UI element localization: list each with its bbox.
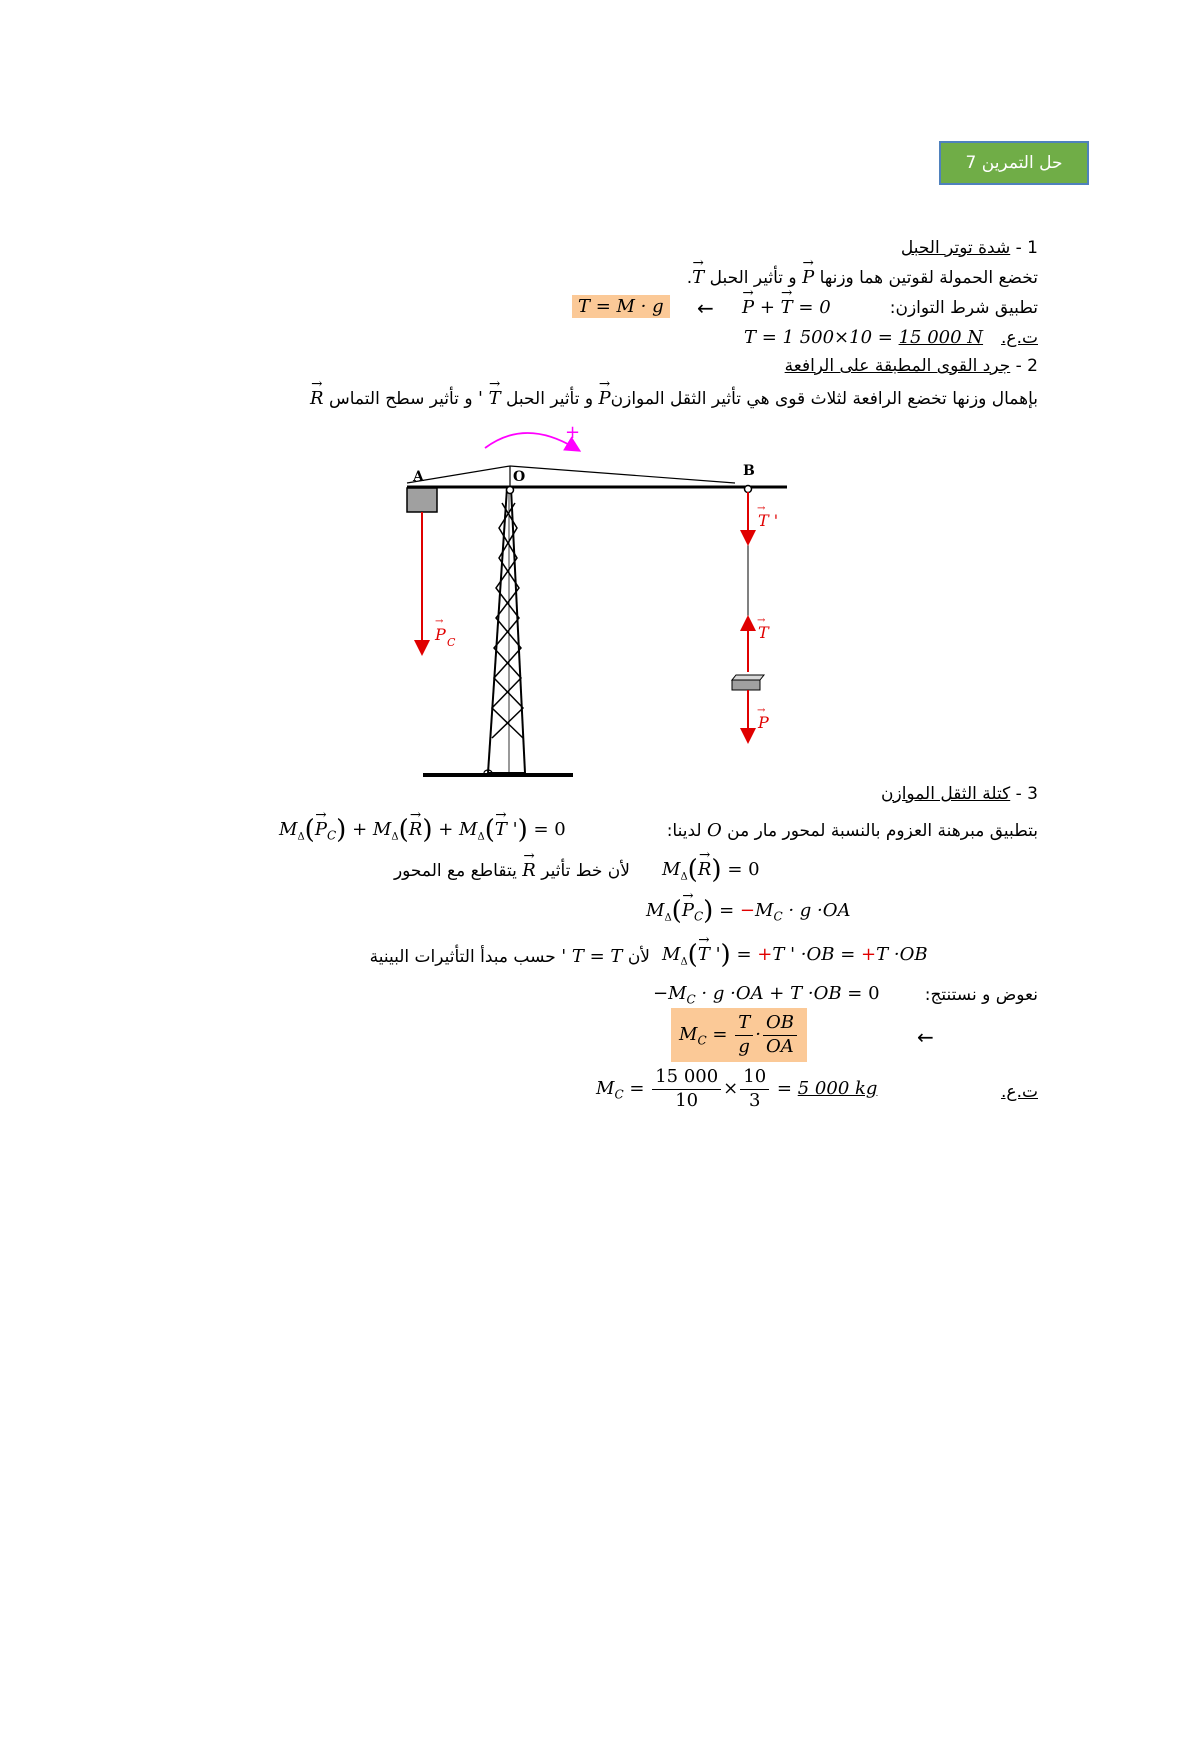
label-A: A	[413, 469, 424, 485]
mass-result: 5 000 kg	[797, 1078, 878, 1099]
text: تخضع الحمولة لقوتين هما وزنها	[819, 268, 1038, 288]
arrow-icon: ←	[917, 1025, 934, 1049]
label-T: T	[758, 623, 769, 642]
section-title: جرد القوى المطبقة على الرافعة	[784, 356, 1011, 376]
calc-result: 15 000 N	[898, 327, 984, 348]
label-P: P	[758, 713, 769, 732]
mass-calc: $M_C$ = $\frac{15 000}{10}$ × $\frac{10}{3}$ = 5 000 kg	[596, 1066, 878, 1111]
label-B: B	[743, 463, 755, 479]
s3-line4-text	[370, 946, 650, 967]
label-Pc-sub: C	[447, 636, 456, 649]
rotation-arrow	[485, 433, 575, 448]
text: بتطبيق مبرهنة العزوم بالنسبة لمحور مار من	[727, 821, 1038, 841]
svg-text:→: →	[757, 503, 766, 514]
point-O: O	[706, 820, 722, 841]
moment-theorem-eq: $M_\Delta(\to P_C) + M_\Delta(\to R) + M_\Delta(\to T$ ') = 0	[279, 815, 566, 845]
s3-line5-label: نعوض و نستنتج:	[924, 985, 1038, 1005]
s2-line: بإهمال وزنها تخضع الرافعة لثلاث قوى هي تأثير الثقل الموازن→ P و تأثير الحبل → T ' و تأثير سطح التماس → R	[310, 388, 1038, 409]
section-title: شدة توتر الحبل	[900, 238, 1011, 258]
section-title: كتلة الثقل الموازن	[881, 784, 1011, 804]
calc: T = 1 500×10 =	[744, 327, 899, 348]
tension-calc	[744, 327, 983, 348]
crane-jib	[407, 466, 787, 494]
text: و تأثير الحبل	[709, 268, 797, 288]
text: و تأثير الحبل	[506, 389, 594, 409]
arrow-icon: ←	[697, 296, 714, 320]
section-number: 2 -	[1015, 356, 1038, 376]
text: حسب مبدأ التأثيرات البينية	[369, 947, 556, 967]
fraction-denominator: 10	[675, 1089, 699, 1111]
section-3-heading	[881, 784, 1038, 804]
fraction-numerator: 10	[740, 1066, 769, 1090]
label-O: O	[513, 469, 526, 485]
equilibrium-vector-eq: → P + → T = 0	[742, 297, 831, 318]
numeric-app-label: ت.ع.	[1001, 328, 1038, 348]
fraction-numerator: 15 000	[652, 1066, 721, 1090]
s1-line2-label: تطبيق شرط التوازن:	[889, 298, 1038, 318]
crane-tower	[484, 488, 525, 776]
text: و تأثير سطح التماس	[329, 389, 473, 409]
text: يتقاطع مع المحور	[393, 861, 517, 881]
svg-text:→: →	[757, 615, 766, 626]
s3-line1-label	[667, 820, 1038, 841]
label-plus: +	[565, 422, 581, 443]
tension-formula: T = M · g	[572, 295, 670, 318]
svg-text:→: →	[757, 705, 766, 716]
section-number: 3 -	[1015, 784, 1038, 804]
substitution-eq: $-M_C \cdot g \cdot OA + T \cdot OB = 0$	[653, 983, 880, 1007]
fraction-denominator: 3	[748, 1089, 761, 1111]
text: بإهمال وزنها تخضع الرافعة لثلاث قوى هي تأثير الثقل الموازن	[610, 389, 1038, 409]
text: لأن خط تأثير	[541, 861, 630, 881]
section-1-heading	[901, 238, 1038, 258]
numeric-app-label-2: ت.ع.	[1001, 1082, 1038, 1102]
counterweight-block	[407, 488, 437, 512]
label-Tprime: T '	[758, 511, 779, 530]
label-Pc: P	[435, 625, 446, 644]
s3-line2-text: لأن خط تأثير → R يتقاطع مع المحور	[394, 860, 630, 881]
svg-text:→: →	[435, 616, 444, 627]
text: لدينا:	[666, 821, 702, 841]
s1-line1: تخضع الحمولة لقوتين هما وزنها → P و تأثير الحبل → T.	[687, 267, 1038, 288]
eq-zero: = 0	[798, 297, 831, 318]
exercise-title: حل التمرين 7	[939, 141, 1089, 185]
crane-figure	[395, 418, 795, 780]
moment-Pc-eq: $M_\Delta(\to P_C) = -M_C \cdot g \cdot OA$	[646, 896, 851, 926]
mass-formula: $M_C$ = $\frac{T}{g}$ · $\frac{OB}{OA}$	[671, 1008, 807, 1062]
load-block	[732, 675, 764, 690]
moment-Tprime-eq: $M_\Delta(\to T$ ') = +T ' ·OB = +T ·OB	[662, 940, 928, 970]
section-number: 1 -	[1015, 238, 1038, 258]
moment-R-eq: $M_\Delta(\to R) = 0$	[662, 855, 760, 885]
text: لأن	[627, 947, 650, 967]
section-2-heading	[785, 356, 1038, 376]
action-reaction-eq: T = T '	[561, 946, 623, 967]
